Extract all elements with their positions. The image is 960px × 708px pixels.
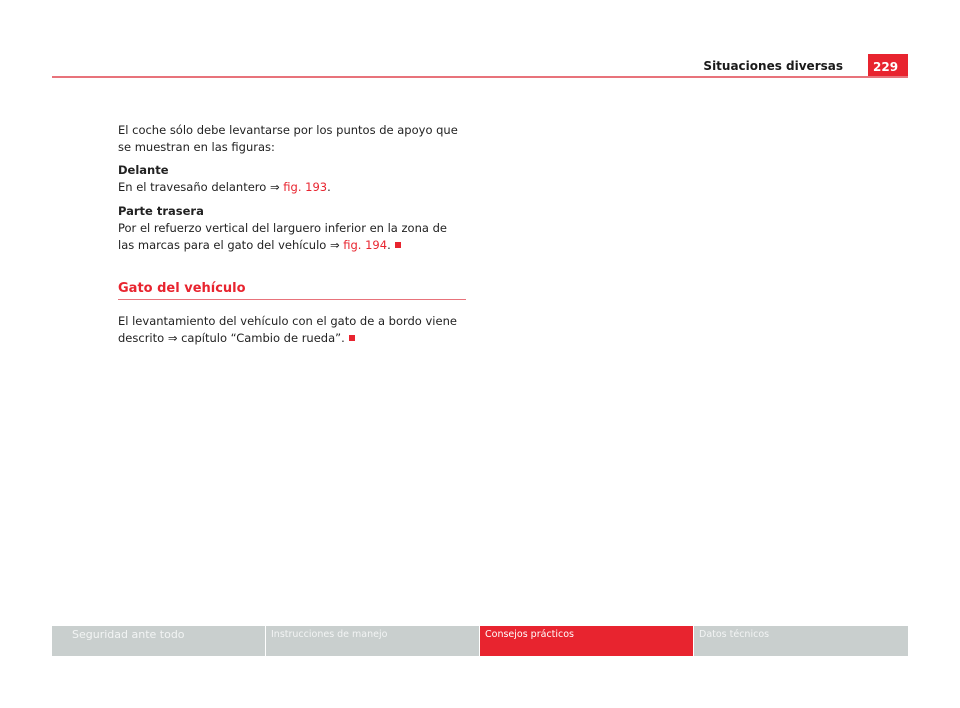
end-of-section-icon bbox=[395, 242, 401, 248]
rear-paragraph bbox=[118, 220, 466, 254]
fig-193-link[interactable]: fig. 193 bbox=[283, 180, 328, 194]
section-title: Situaciones diversas bbox=[703, 59, 843, 73]
front-text: En el travesaño delantero ⇒ bbox=[118, 180, 284, 194]
header-rule bbox=[52, 76, 908, 78]
rear-text: Por el refuerzo vertical del larguero inferior en la zona de las marcas para el gato del vehículo ⇒ bbox=[118, 221, 447, 252]
tab-datos[interactable]: Datos técnicos bbox=[694, 626, 908, 656]
intro-paragraph: El coche sólo debe levantarse por los puntos de apoyo que se muestran en las figuras: bbox=[118, 123, 458, 154]
footer-nav bbox=[52, 626, 908, 656]
rear-period: . bbox=[387, 238, 391, 252]
main-content bbox=[118, 122, 466, 347]
rear-heading: Parte trasera bbox=[118, 204, 204, 218]
tab-seguridad[interactable]: Seguridad ante todo bbox=[52, 626, 265, 656]
front-paragraph bbox=[118, 179, 466, 196]
end-of-section-icon bbox=[349, 335, 355, 341]
front-heading: Delante bbox=[118, 163, 169, 177]
tab-consejos[interactable]: Consejos prácticos bbox=[480, 626, 693, 656]
fig-194-link[interactable]: fig. 194 bbox=[343, 238, 388, 252]
jack-paragraph bbox=[118, 313, 466, 347]
jack-heading: Gato del vehículo bbox=[118, 280, 466, 300]
front-period: . bbox=[327, 180, 331, 194]
jack-text: El levantamiento del vehículo con el gato de a bordo viene descrito ⇒ capítulo “Cambio de rueda”. bbox=[118, 314, 457, 345]
tab-instrucciones[interactable]: Instrucciones de manejo bbox=[266, 626, 479, 656]
page-number: 229 bbox=[868, 54, 908, 76]
